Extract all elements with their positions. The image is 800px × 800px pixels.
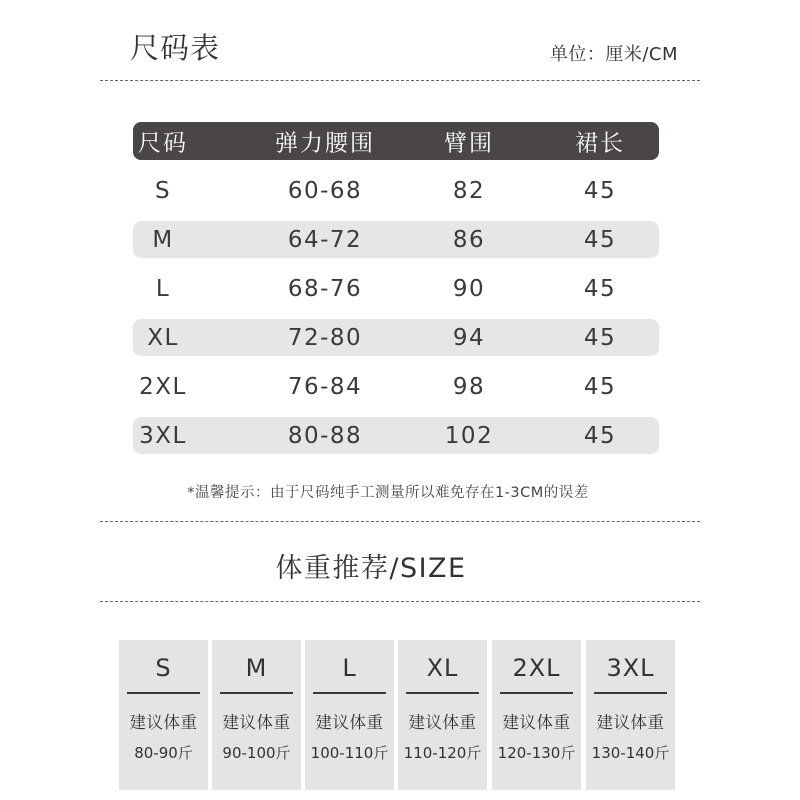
length-cell: 45 bbox=[583, 324, 617, 351]
card-label: 建议体重 bbox=[129, 713, 198, 732]
divider bbox=[100, 601, 700, 602]
card-label: 建议体重 bbox=[222, 713, 291, 732]
card-divider bbox=[220, 692, 293, 694]
table-row bbox=[133, 172, 659, 209]
length-cell: 45 bbox=[583, 422, 617, 449]
table-row bbox=[133, 270, 659, 307]
card-size: 3XL bbox=[606, 654, 655, 682]
divider bbox=[100, 80, 700, 81]
arm-cell: 102 bbox=[444, 422, 494, 449]
weight-card-2xl bbox=[492, 640, 581, 790]
length-cell: 45 bbox=[583, 177, 617, 204]
length-cell: 45 bbox=[583, 275, 617, 302]
length-cell: 45 bbox=[583, 226, 617, 253]
card-divider bbox=[500, 692, 573, 694]
weight-card-l bbox=[305, 640, 394, 790]
table-row bbox=[133, 221, 659, 258]
weight-cards bbox=[119, 640, 679, 790]
card-range: 80-90斤 bbox=[134, 744, 193, 762]
card-range: 90-100斤 bbox=[222, 744, 291, 762]
card-size: L bbox=[342, 654, 357, 682]
arm-cell: 86 bbox=[452, 226, 486, 253]
weight-section-title: 体重推荐/SIZE bbox=[275, 553, 467, 584]
card-size: 2XL bbox=[512, 654, 561, 682]
card-label: 建议体重 bbox=[408, 713, 477, 732]
column-header: 尺码 bbox=[138, 130, 188, 157]
waist-cell: 72-80 bbox=[287, 324, 363, 351]
weight-card-s bbox=[119, 640, 208, 790]
table-row bbox=[133, 417, 659, 454]
column-header: 裙长 bbox=[575, 130, 625, 157]
table-header bbox=[133, 122, 659, 160]
arm-cell: 82 bbox=[452, 177, 486, 204]
size-table bbox=[133, 122, 659, 466]
waist-cell: 64-72 bbox=[287, 226, 363, 253]
card-size: XL bbox=[426, 654, 459, 682]
unit-label: 单位：厘米/CM bbox=[549, 44, 678, 65]
waist-cell: 60-68 bbox=[287, 177, 363, 204]
arm-cell: 94 bbox=[452, 324, 486, 351]
measurement-note: *温馨提示：由于尺码纯手工测量所以难免存在1-3CM的误差 bbox=[187, 485, 589, 501]
waist-cell: 68-76 bbox=[287, 275, 363, 302]
card-range: 100-110斤 bbox=[310, 744, 389, 762]
card-range: 120-130斤 bbox=[497, 744, 576, 762]
card-divider bbox=[406, 692, 479, 694]
card-label: 建议体重 bbox=[502, 713, 571, 732]
arm-cell: 98 bbox=[452, 373, 486, 400]
table-row bbox=[133, 319, 659, 356]
length-cell: 45 bbox=[583, 373, 617, 400]
divider bbox=[100, 521, 700, 522]
weight-card-3xl bbox=[586, 640, 675, 790]
size-cell: 3XL bbox=[139, 422, 187, 449]
column-header: 臂围 bbox=[444, 130, 494, 157]
card-divider bbox=[127, 692, 200, 694]
size-cell: L bbox=[155, 275, 171, 302]
card-size: M bbox=[245, 654, 268, 682]
card-range: 110-120斤 bbox=[403, 744, 482, 762]
waist-cell: 80-88 bbox=[287, 422, 363, 449]
card-label: 建议体重 bbox=[596, 713, 665, 732]
arm-cell: 90 bbox=[452, 275, 486, 302]
size-cell: S bbox=[154, 177, 172, 204]
column-header: 弹力腰围 bbox=[275, 130, 375, 157]
table-row bbox=[133, 368, 659, 405]
card-label: 建议体重 bbox=[315, 713, 384, 732]
card-divider bbox=[594, 692, 667, 694]
size-cell: M bbox=[152, 226, 174, 253]
size-cell: XL bbox=[147, 324, 179, 351]
page-title: 尺码表 bbox=[130, 31, 221, 65]
card-size: S bbox=[155, 654, 172, 682]
waist-cell: 76-84 bbox=[287, 373, 363, 400]
card-divider bbox=[313, 692, 386, 694]
weight-card-m bbox=[212, 640, 301, 790]
size-cell: 2XL bbox=[139, 373, 187, 400]
card-range: 130-140斤 bbox=[591, 744, 670, 762]
weight-card-xl bbox=[398, 640, 487, 790]
